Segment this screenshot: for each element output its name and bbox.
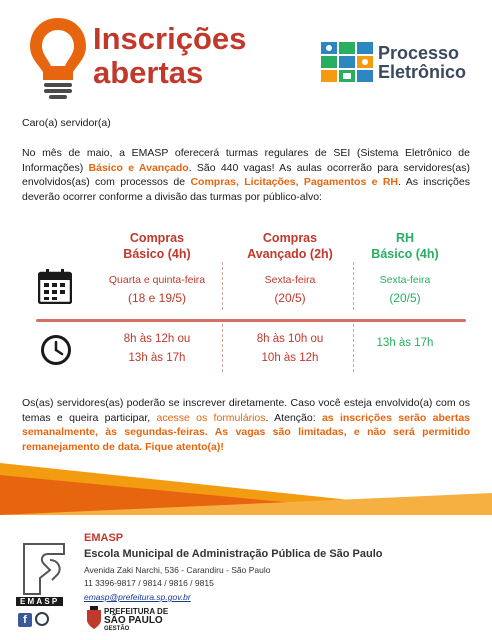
col1-head-line1: Compras — [129, 231, 185, 245]
footer-email[interactable]: emasp@prefeitura.sp.gov.br — [84, 592, 191, 602]
calendar-icon — [38, 268, 72, 304]
emasp-logo-word: EMASP — [16, 597, 63, 606]
col3-days-cell — [350, 271, 460, 307]
col2-head-line2: Avançado (2h) — [247, 247, 333, 261]
col1-head-line2: Básico (4h) — [123, 247, 191, 261]
intro-paragraph — [22, 146, 470, 204]
intro-text-3: . As inscrições deverão ocorrer conforme a divisão das turmas por público-alvo: — [22, 176, 470, 203]
facebook-icon[interactable]: f — [18, 613, 32, 627]
col1-time-2: 13h às 17h — [128, 352, 186, 364]
col2-time-cell — [225, 330, 355, 368]
intro-text-1: No mês de maio, a EMASP oferecerá turmas regulares de SEI (Sistema Eletrônico de Informações) — [22, 147, 470, 174]
forms-link[interactable]: acesse os formulários — [156, 411, 266, 424]
col1-dates: (18 e 19/5) — [127, 291, 187, 305]
prefeitura-wordmark — [104, 607, 168, 634]
clock-icon — [40, 334, 72, 366]
pref-line-1: PREFEITURA DE — [104, 607, 169, 616]
col2-time-2: 10h às 12h — [261, 352, 319, 364]
col-head-rh-basico — [350, 230, 460, 262]
emasp-logo-icon — [20, 538, 68, 596]
processo-eletronico-wordmark — [378, 44, 466, 82]
divider-2-top — [353, 262, 354, 310]
col3-head-line2: Básico (4h) — [371, 247, 439, 261]
closing-paragraph — [22, 396, 470, 454]
page-title — [93, 22, 246, 90]
col2-days: Sexta-feira — [264, 274, 316, 286]
col2-time-1: 8h às 10h ou — [256, 333, 324, 345]
globe-icon[interactable] — [35, 612, 49, 626]
closing-text-2: . Atenção: — [265, 411, 322, 424]
col3-dates: (20/5) — [389, 291, 421, 305]
footer-org: EMASP — [84, 532, 124, 544]
col2-dates: (20/5) — [274, 291, 306, 305]
closing-text-1: Os(as) servidores(as) poderão se inscrever diretamente. Caso você esteja envolvido(a) com os temas e queira participar, — [22, 397, 470, 424]
closing-highlight: as inscrições serão abertas semanalmente, às segundas-feiras. As vagas são limitadas, e não será permitido remanejamento de data. Fique atento(a)! — [22, 411, 470, 453]
col-head-compras-basico — [92, 230, 222, 262]
col3-days: Sexta-feira — [379, 274, 431, 286]
processo-eletronico-logo-icon — [321, 42, 373, 82]
intro-highlight-areas: Compras, Licitações, Pagamentos e RH — [190, 176, 399, 188]
divider-1-top — [222, 262, 223, 310]
col1-time-cell — [92, 330, 222, 368]
footer-phones: 11 3396-9817 / 9814 / 9816 / 9815 — [84, 578, 214, 588]
footer-school: Escola Municipal de Administração Pública de São Paulo — [84, 548, 383, 560]
col3-head-line1: RH — [395, 231, 415, 245]
greeting: Caro(a) servidor(a) — [22, 117, 111, 129]
col2-head-line1: Compras — [262, 231, 318, 245]
col3-time-1: 13h às 17h — [376, 337, 434, 349]
divider-1-bottom — [222, 324, 223, 372]
title-line-2: abertas — [93, 55, 204, 90]
prefeitura-crest-icon — [86, 606, 102, 630]
table-separator — [36, 319, 466, 322]
footer-orange-band — [0, 455, 492, 515]
brand-line-1: Processo — [378, 43, 460, 63]
intro-highlight-levels: Básico e Avançado — [88, 161, 189, 174]
lightbulb-icon — [26, 14, 90, 102]
col2-days-cell — [225, 271, 355, 307]
brand-line-2: Eletrônico — [378, 62, 467, 82]
col1-days: Quarta e quinta-feira — [108, 274, 206, 286]
pref-line-2: SÃO PAULO — [104, 615, 163, 626]
title-line-1: Inscrições — [93, 21, 247, 56]
pref-line-3: GESTÃO — [104, 626, 130, 632]
social-icons[interactable] — [18, 612, 49, 627]
col1-time-1: 8h às 12h ou — [123, 333, 191, 345]
col-head-compras-avancado — [225, 230, 355, 262]
col3-time-cell — [350, 334, 460, 353]
intro-text-2: . São 440 vagas! As aulas ocorrerão para servidores(as) envolvidos(as) com processos de — [22, 161, 471, 188]
footer-address: Avenida Zaki Narchi, 536 - Carandiru - São Paulo — [84, 565, 271, 575]
col1-days-cell — [92, 271, 222, 307]
